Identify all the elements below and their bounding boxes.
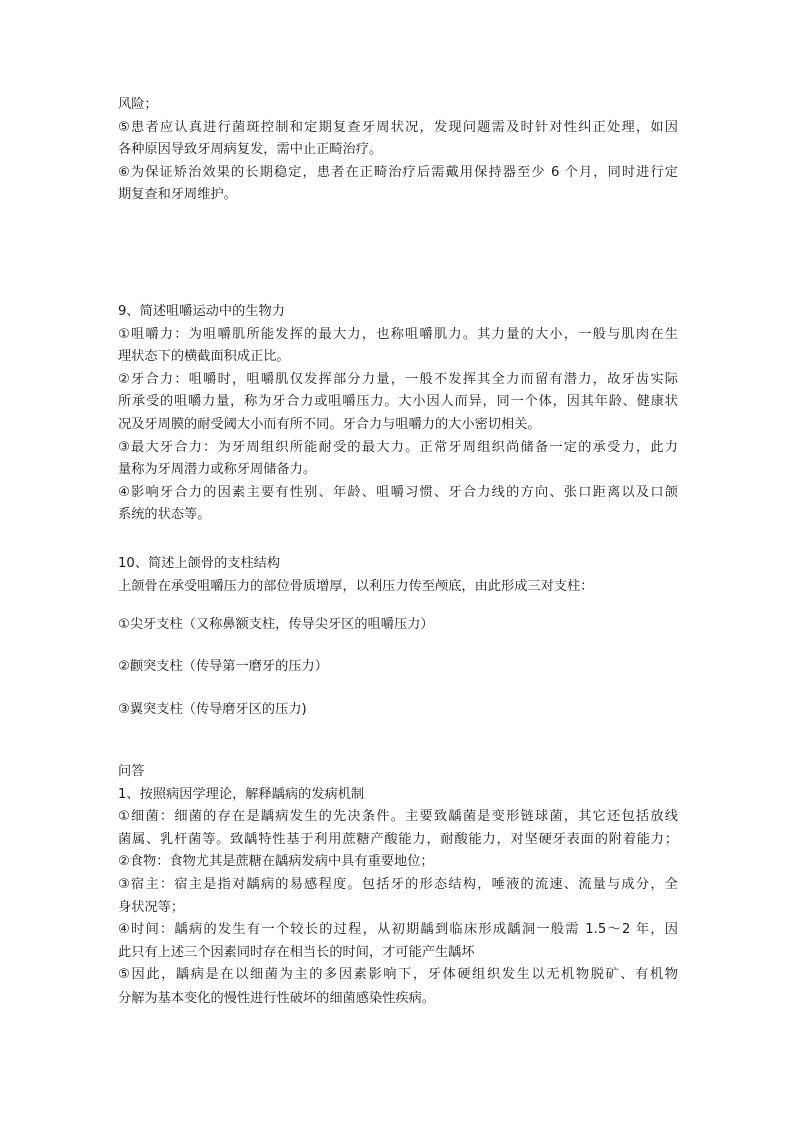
pillar-zygomatic: ②颧突支柱（传导第一磨牙的压力） [118,659,328,674]
text-line: 理状态下的横截面积成正比。 [118,349,290,365]
text-line: 上颌骨在承受咀嚼压力的部位骨质增厚，以利压力传至颅底，由此形成三对支柱： [118,578,594,594]
text-line: ⑥为保证矫治效果的长期稳定，患者在正畸治疗后需戴用保持器至少 6 个月，同时进行定 [118,164,678,180]
text-line: ②食物：食物尤其是蔗糖在龋病发病中具有重要地位； [118,854,434,870]
text-line: ②牙合力：咀嚼时，咀嚼肌仅发挥部分力量，一般不发挥其全力而留有潜力，故牙齿实际 [118,371,678,387]
text-line: ③宿主：宿主是指对龋病的易感程度。包括牙的形态结构，唾液的流速、流量与成分，全 [118,876,678,892]
section-title: 1、按照病因学理论，解释龋病的发病机制 [118,786,365,802]
text-line: ④影响牙合力的因素主要有性别、年龄、咀嚼习惯、牙合力线的方向、张口距离以及口颌 [118,484,678,500]
section-risk-continued [118,94,678,207]
section-qa [118,761,678,987]
qa-heading: 问答 [118,764,145,779]
text-line: 系统的状态等。 [118,507,211,523]
text-line: 各种原因导致牙周病复发，需中止正畸治疗。 [118,142,383,158]
text-line: 菌属、乳杆菌等。致龋特性基于利用蔗糖产酸能力，耐酸能力，对坚硬牙表面的附着能力； [118,831,678,847]
text-line: 量称为牙周潜力或称牙周储备力。 [118,462,317,478]
section-title: 10、简述上颌骨的支柱结构 [118,556,281,571]
section-9 [118,301,678,527]
text-line: 此只有上述三个因素同时存在相当长的时间，才可能产生龋坏 [118,944,475,960]
section-10 [118,553,678,598]
text-line: ①细菌：细菌的存在是龋病发生的先决条件。主要致龋菌是变形链球菌，其它还包括放线 [118,809,678,825]
section-title: 9、简述咀嚼运动中的生物力 [118,304,285,319]
text-line: ④时间：龋病的发生有一个较长的过程，从初期龋到临床形成龋洞一般需 1.5～2 年，因 [118,922,678,938]
pillar-item [118,656,678,679]
text-line: ③最大牙合力：为牙周组织所能耐受的最大力。正常牙周组织尚储备一定的承受力，此力 [118,439,678,455]
pillar-item [118,699,678,722]
text-line: 风险； [118,97,158,112]
text-line: 况及牙周膜的耐受阈大小而有所不同。牙合力与咀嚼力的大小密切相关。 [118,416,541,432]
text-line: 所承受的咀嚼力量，称为牙合力或咀嚼压力。大小因人而异，同一个体，因其年龄、健康状 [118,394,678,410]
text-line: 分解为基本变化的慢性进行性破坏的细菌感染性疾病。 [118,991,435,1006]
text-line: 期复查和牙周维护。 [118,187,237,203]
text-line: ⑤因此，龋病是在以细菌为主的多因素影响下，牙体硬组织发生以无机物脱矿、有机物 [118,967,678,983]
pillar-canine: ①尖牙支柱（又称鼻额支柱，传导尖牙区的咀嚼压力） [118,617,434,632]
text-line: ⑤患者应认真进行菌斑控制和定期复查牙周状况，发现问题需及时针对性纠正处理，如因 [118,119,678,135]
text-line: ①咀嚼力：为咀嚼肌所能发挥的最大力，也称咀嚼肌力。其力量的大小，一般与肌肉在生 [118,326,678,342]
text-line: 身状况等； [118,899,185,915]
qa-conclusion [118,988,678,1011]
pillar-pterygoid: ③翼突支柱（传导磨牙区的压力) [118,702,307,717]
pillar-item [118,614,678,637]
